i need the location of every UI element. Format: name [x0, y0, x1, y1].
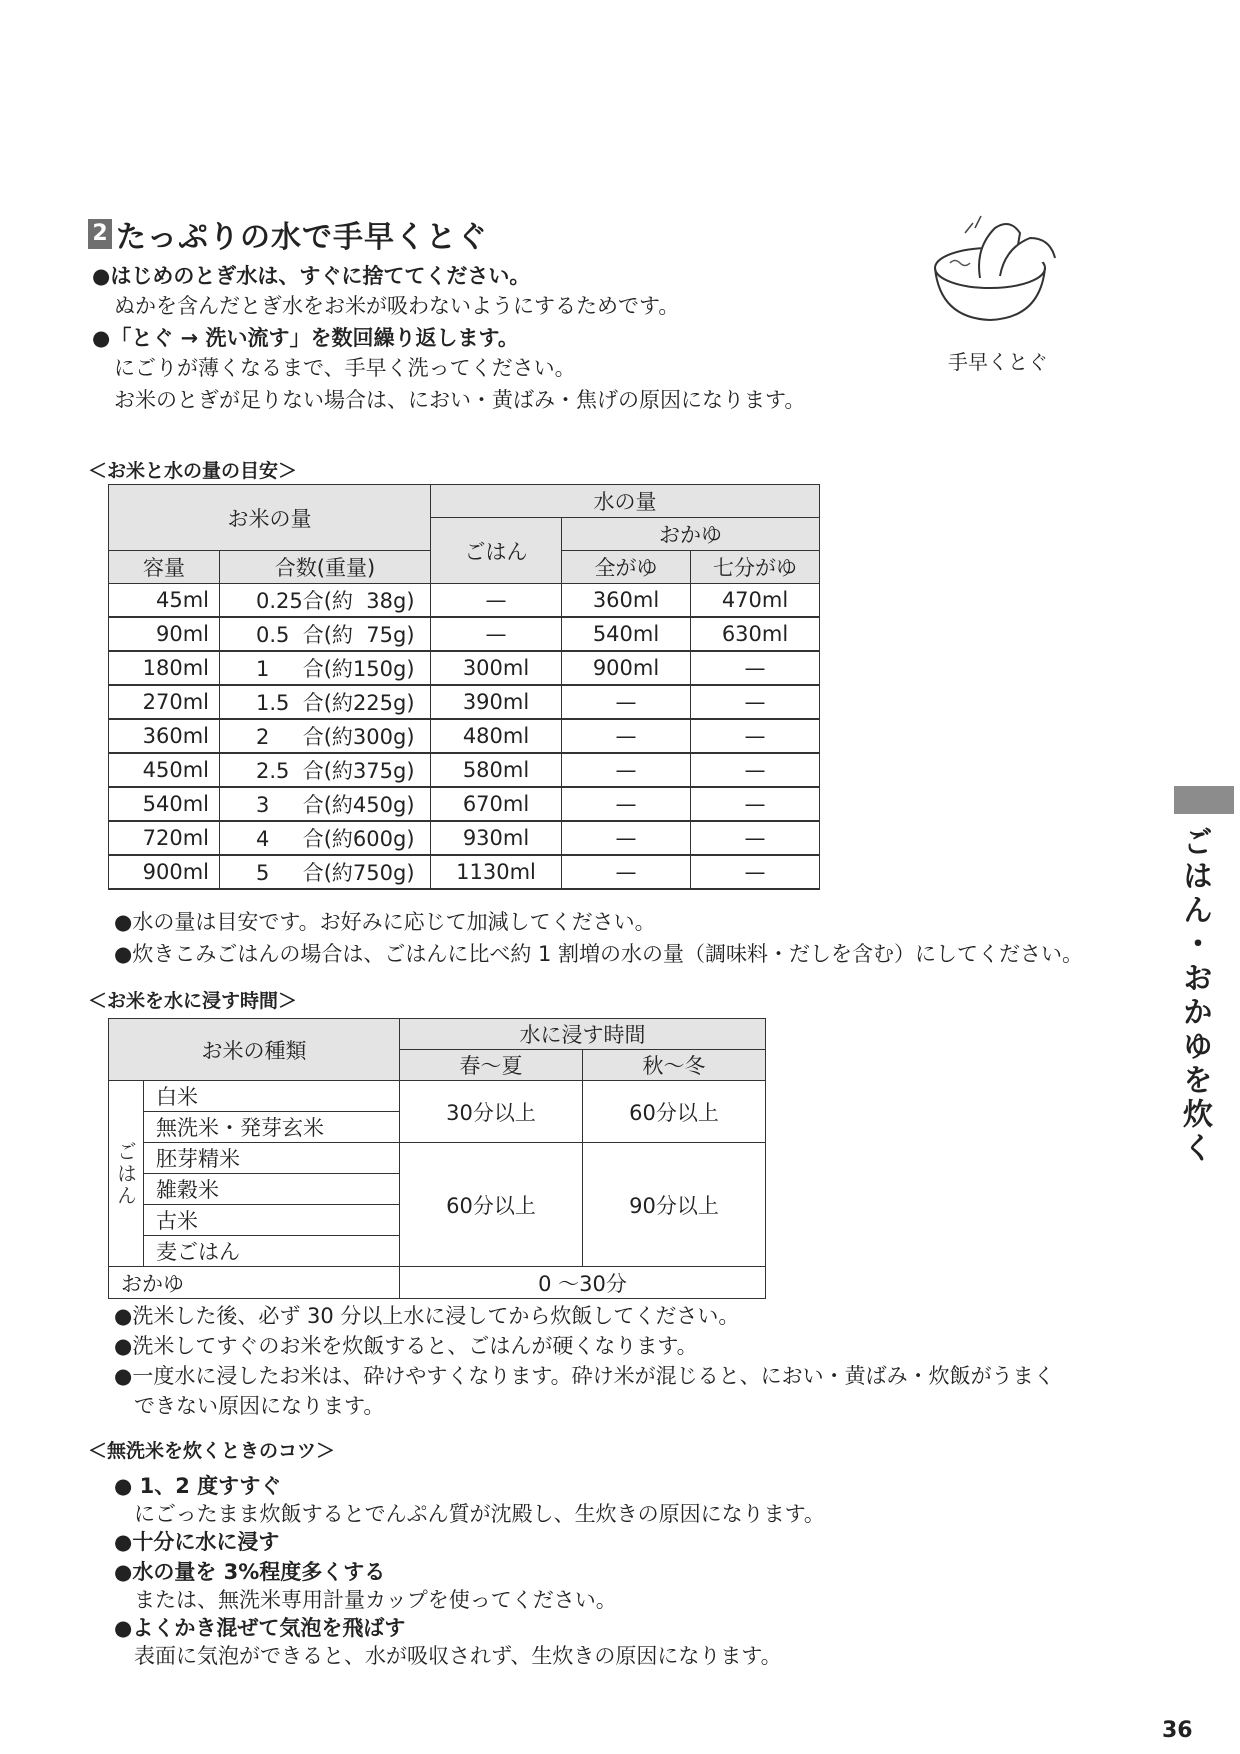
table-row	[109, 685, 820, 719]
cell-nanabugayu: —	[691, 719, 820, 753]
table2-note-2: ●洗米してすぐのお米を炊飯すると、ごはんが硬くなります。	[114, 1334, 698, 1358]
cell-nanabugayu: —	[691, 753, 820, 787]
cell-nanabugayu: —	[691, 651, 820, 685]
table2-note-1: ●洗米した後、必ず 30 分以上水に浸してから炊飯してください。	[114, 1304, 740, 1328]
intro-bullet-2: ●「とぐ → 洗い流す」を数回繰り返します。	[92, 326, 519, 350]
cell-volume: 45ml	[109, 584, 220, 618]
cell-volume: 180ml	[109, 651, 220, 685]
header-rice-amount: お米の量	[109, 485, 431, 551]
cell-volume: 720ml	[109, 821, 220, 855]
header-nanabugayu: 七分がゆ	[691, 551, 820, 584]
cell-gohan: 1130ml	[431, 855, 562, 889]
intro-bullet-1: ●はじめのとぎ水は、すぐに捨ててください。	[92, 264, 531, 288]
table-row	[109, 617, 820, 651]
tip-4-text: 表面に気泡ができると、水が吸収されず、生炊きの原因になります。	[134, 1644, 782, 1668]
tip-3-text: または、無洗米専用計量カップを使ってください。	[134, 1588, 617, 1612]
hands-washing-rice-icon	[920, 208, 1070, 338]
section-side-title: ごはん・おかゆを炊く	[1177, 826, 1212, 1166]
table-row	[109, 821, 820, 855]
cell-nanabugayu: —	[691, 685, 820, 719]
rice-type: 無洗米・発芽玄米	[144, 1112, 400, 1143]
tip-4: ●よくかき混ぜて気泡を飛ばす	[114, 1616, 406, 1640]
header-go: 合数(重量)	[220, 551, 431, 584]
cell-zengayu: —	[562, 685, 691, 719]
table-row	[109, 753, 820, 787]
table2-note-3b: できない原因になります。	[134, 1394, 385, 1418]
header-soak-time: 水に浸す時間	[400, 1019, 766, 1050]
table1-label: ＜お米と水の量の目安＞	[88, 460, 298, 482]
step-number: 2	[88, 219, 112, 249]
cell-go: 4 合(約600g)	[220, 821, 431, 855]
table2-note-3: ●一度水に浸したお米は、砕けやすくなります。砕け米が混じると、におい・黄ばみ・炊飯がうまく	[114, 1364, 1055, 1388]
header-spring-summer: 春～夏	[400, 1050, 583, 1081]
cell-zengayu: 360ml	[562, 584, 691, 618]
rice-type: 麦ごはん	[144, 1236, 400, 1267]
table1-note-2: ●炊きこみごはんの場合は、ごはんに比べ約 1 割増の水の量（調味料・だしを含む）にしてください。	[114, 942, 1084, 966]
cell-nanabugayu: —	[691, 855, 820, 889]
page-number: 36	[1162, 1718, 1193, 1743]
cell-go: 3 合(約450g)	[220, 787, 431, 821]
cell-volume: 540ml	[109, 787, 220, 821]
cell-zengayu: 900ml	[562, 651, 691, 685]
cell-zengayu: —	[562, 821, 691, 855]
illustration-caption: 手早くとぐ	[948, 350, 1048, 374]
soak-autumn: 90分以上	[583, 1143, 766, 1267]
soak-spring: 30分以上	[400, 1081, 583, 1143]
soak-time-table	[108, 1018, 766, 1299]
rice-type: 白米	[144, 1081, 400, 1112]
rice-type: 古米	[144, 1205, 400, 1236]
cell-zengayu: —	[562, 787, 691, 821]
cell-nanabugayu: —	[691, 821, 820, 855]
cell-nanabugayu: —	[691, 787, 820, 821]
cell-go: 0.25合(約 38g)	[220, 584, 431, 618]
table-row	[109, 855, 820, 889]
header-okayu: おかゆ	[562, 518, 820, 551]
soak-autumn: 60分以上	[583, 1081, 766, 1143]
soak-spring: 60分以上	[400, 1143, 583, 1267]
table1-note-1: ●水の量は目安です。お好みに応じて加減してください。	[114, 910, 656, 934]
cell-go: 0.5 合(約 75g)	[220, 617, 431, 651]
cell-go: 2 合(約300g)	[220, 719, 431, 753]
rice-type: 雑穀米	[144, 1174, 400, 1205]
okayu-label: おかゆ	[109, 1267, 400, 1299]
step-heading	[88, 212, 488, 256]
tip-2: ●十分に水に浸す	[114, 1530, 280, 1554]
cell-zengayu: 540ml	[562, 617, 691, 651]
cell-gohan: —	[431, 617, 562, 651]
table-row	[109, 584, 820, 618]
cell-gohan: 300ml	[431, 651, 562, 685]
cell-go: 1.5 合(約225g)	[220, 685, 431, 719]
cell-gohan: 390ml	[431, 685, 562, 719]
cell-volume: 900ml	[109, 855, 220, 889]
cell-volume: 360ml	[109, 719, 220, 753]
header-rice-type: お米の種類	[109, 1019, 400, 1081]
cell-gohan: 580ml	[431, 753, 562, 787]
cell-zengayu: —	[562, 753, 691, 787]
rice-type: 胚芽精米	[144, 1143, 400, 1174]
intro-text-1: ぬかを含んだとぎ水をお米が吸わないようにするためです。	[114, 294, 680, 318]
cell-nanabugayu: 470ml	[691, 584, 820, 618]
cell-zengayu: —	[562, 855, 691, 889]
header-autumn-winter: 秋～冬	[583, 1050, 766, 1081]
cell-go: 5 合(約750g)	[220, 855, 431, 889]
table-row	[109, 719, 820, 753]
rice-water-table	[108, 484, 820, 890]
cell-go: 2.5 合(約375g)	[220, 753, 431, 787]
header-water-amount: 水の量	[431, 485, 820, 518]
table-row	[109, 651, 820, 685]
cell-zengayu: —	[562, 719, 691, 753]
cell-nanabugayu: 630ml	[691, 617, 820, 651]
section-tab-marker	[1174, 786, 1234, 814]
cell-volume: 450ml	[109, 753, 220, 787]
cell-volume: 90ml	[109, 617, 220, 651]
gohan-group-label: ごはん	[109, 1081, 144, 1267]
cell-gohan: 670ml	[431, 787, 562, 821]
tip-1-text: にごったまま炊飯するとでんぷん質が沈殿し、生炊きの原因になります。	[134, 1502, 825, 1526]
intro-text-2: にごりが薄くなるまで、手早く洗ってください。	[114, 356, 576, 380]
tips-label: ＜無洗米を炊くときのコツ＞	[88, 1440, 336, 1462]
table-row	[109, 787, 820, 821]
cell-go: 1 合(約150g)	[220, 651, 431, 685]
tip-1: ● 1、2 度すすぐ	[114, 1474, 282, 1498]
header-zengayu: 全がゆ	[562, 551, 691, 584]
cell-gohan: 480ml	[431, 719, 562, 753]
cell-volume: 270ml	[109, 685, 220, 719]
header-volume: 容量	[109, 551, 220, 584]
cell-gohan: 930ml	[431, 821, 562, 855]
step-title: たっぷりの水で手早くとぐ	[116, 220, 488, 255]
okayu-time: 0 ～30分	[400, 1267, 766, 1299]
table2-label: ＜お米を水に浸す時間＞	[88, 990, 298, 1012]
header-gohan: ごはん	[431, 518, 562, 584]
cell-gohan: —	[431, 584, 562, 618]
intro-text-3: お米のとぎが足りない場合は、におい・黄ばみ・焦げの原因になります。	[114, 388, 806, 412]
tip-3: ●水の量を 3%程度多くする	[114, 1560, 386, 1584]
